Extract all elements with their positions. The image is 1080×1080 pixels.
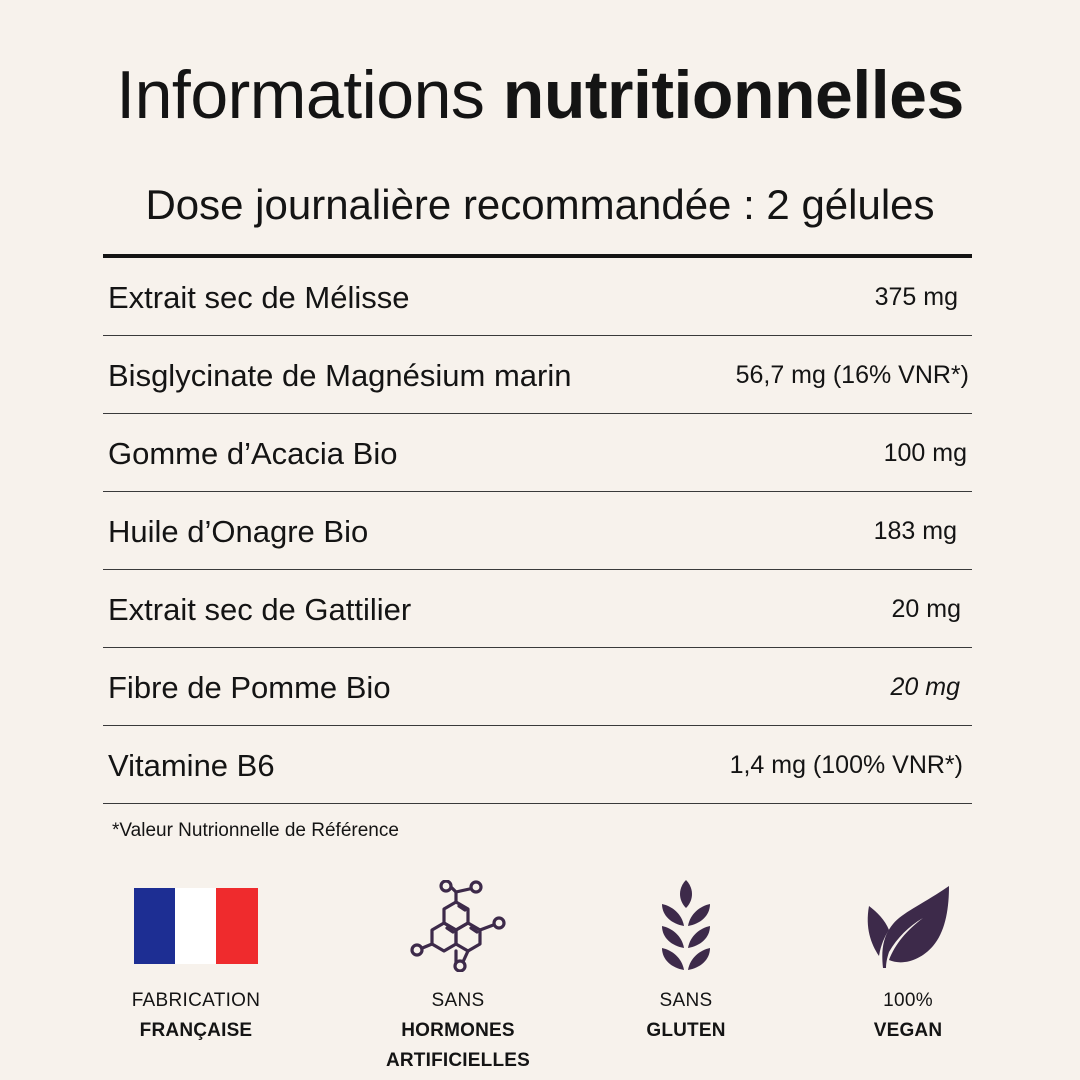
table-row (103, 414, 972, 492)
badge-line1: 100% (883, 990, 933, 1011)
ingredient-name: Huile d’Onagre Bio (108, 514, 369, 549)
badge-line1: FABRICATION (131, 990, 261, 1011)
ingredient-amount: 20 mg (890, 673, 960, 701)
page-title (0, 52, 1080, 138)
ingredient-amount: 100 mg (883, 439, 967, 467)
title-light: Informations (116, 57, 485, 133)
table-row (103, 726, 972, 804)
badge-no-hormones (348, 880, 568, 1076)
daily-dose: Dose journalière recommandée : 2 gélules (145, 181, 935, 228)
badge-gluten-free (576, 880, 796, 1046)
footnote: *Valeur Nutrionnelle de Référence (112, 820, 399, 841)
badge-vegan (798, 880, 1018, 1046)
ingredient-amount: 20 mg (891, 595, 961, 623)
ingredient-amount: 1,4 mg (100% VNR*) (729, 751, 963, 779)
ingredient-name: Extrait sec de Gattilier (108, 592, 412, 627)
table-row (103, 570, 972, 648)
badge-line2: FRANÇAISE (139, 1020, 253, 1041)
table-row (103, 492, 972, 570)
badge-line3: ARTIFICIELLES (385, 1050, 531, 1071)
ingredient-name: Vitamine B6 (108, 748, 275, 783)
table-row (103, 648, 972, 726)
badge-line2: HORMONES (401, 1020, 515, 1041)
wheat-icon (656, 880, 716, 972)
molecule-icon (408, 880, 508, 972)
french-flag-icon (134, 888, 258, 964)
table-row (103, 336, 972, 414)
ingredient-name: Fibre de Pomme Bio (108, 670, 391, 705)
badge-line1: SANS (431, 990, 485, 1011)
ingredient-name: Extrait sec de Mélisse (108, 280, 410, 315)
ingredient-amount: 375 mg (874, 283, 958, 311)
nutrition-table (103, 254, 972, 804)
leaf-icon (865, 884, 951, 968)
badge-line2: VEGAN (873, 1020, 943, 1041)
ingredient-name: Gomme d’Acacia Bio (108, 436, 398, 471)
badge-line1: SANS (659, 990, 713, 1011)
badge-line2: GLUTEN (646, 1020, 726, 1041)
badge-made-in-france (86, 880, 306, 1046)
ingredient-amount: 183 mg (873, 517, 957, 545)
table-row (103, 258, 972, 336)
title-bold: nutritionnelles (502, 57, 964, 133)
ingredient-amount: 56,7 mg (16% VNR*) (735, 361, 969, 389)
ingredient-name: Bisglycinate de Magnésium marin (108, 358, 572, 393)
